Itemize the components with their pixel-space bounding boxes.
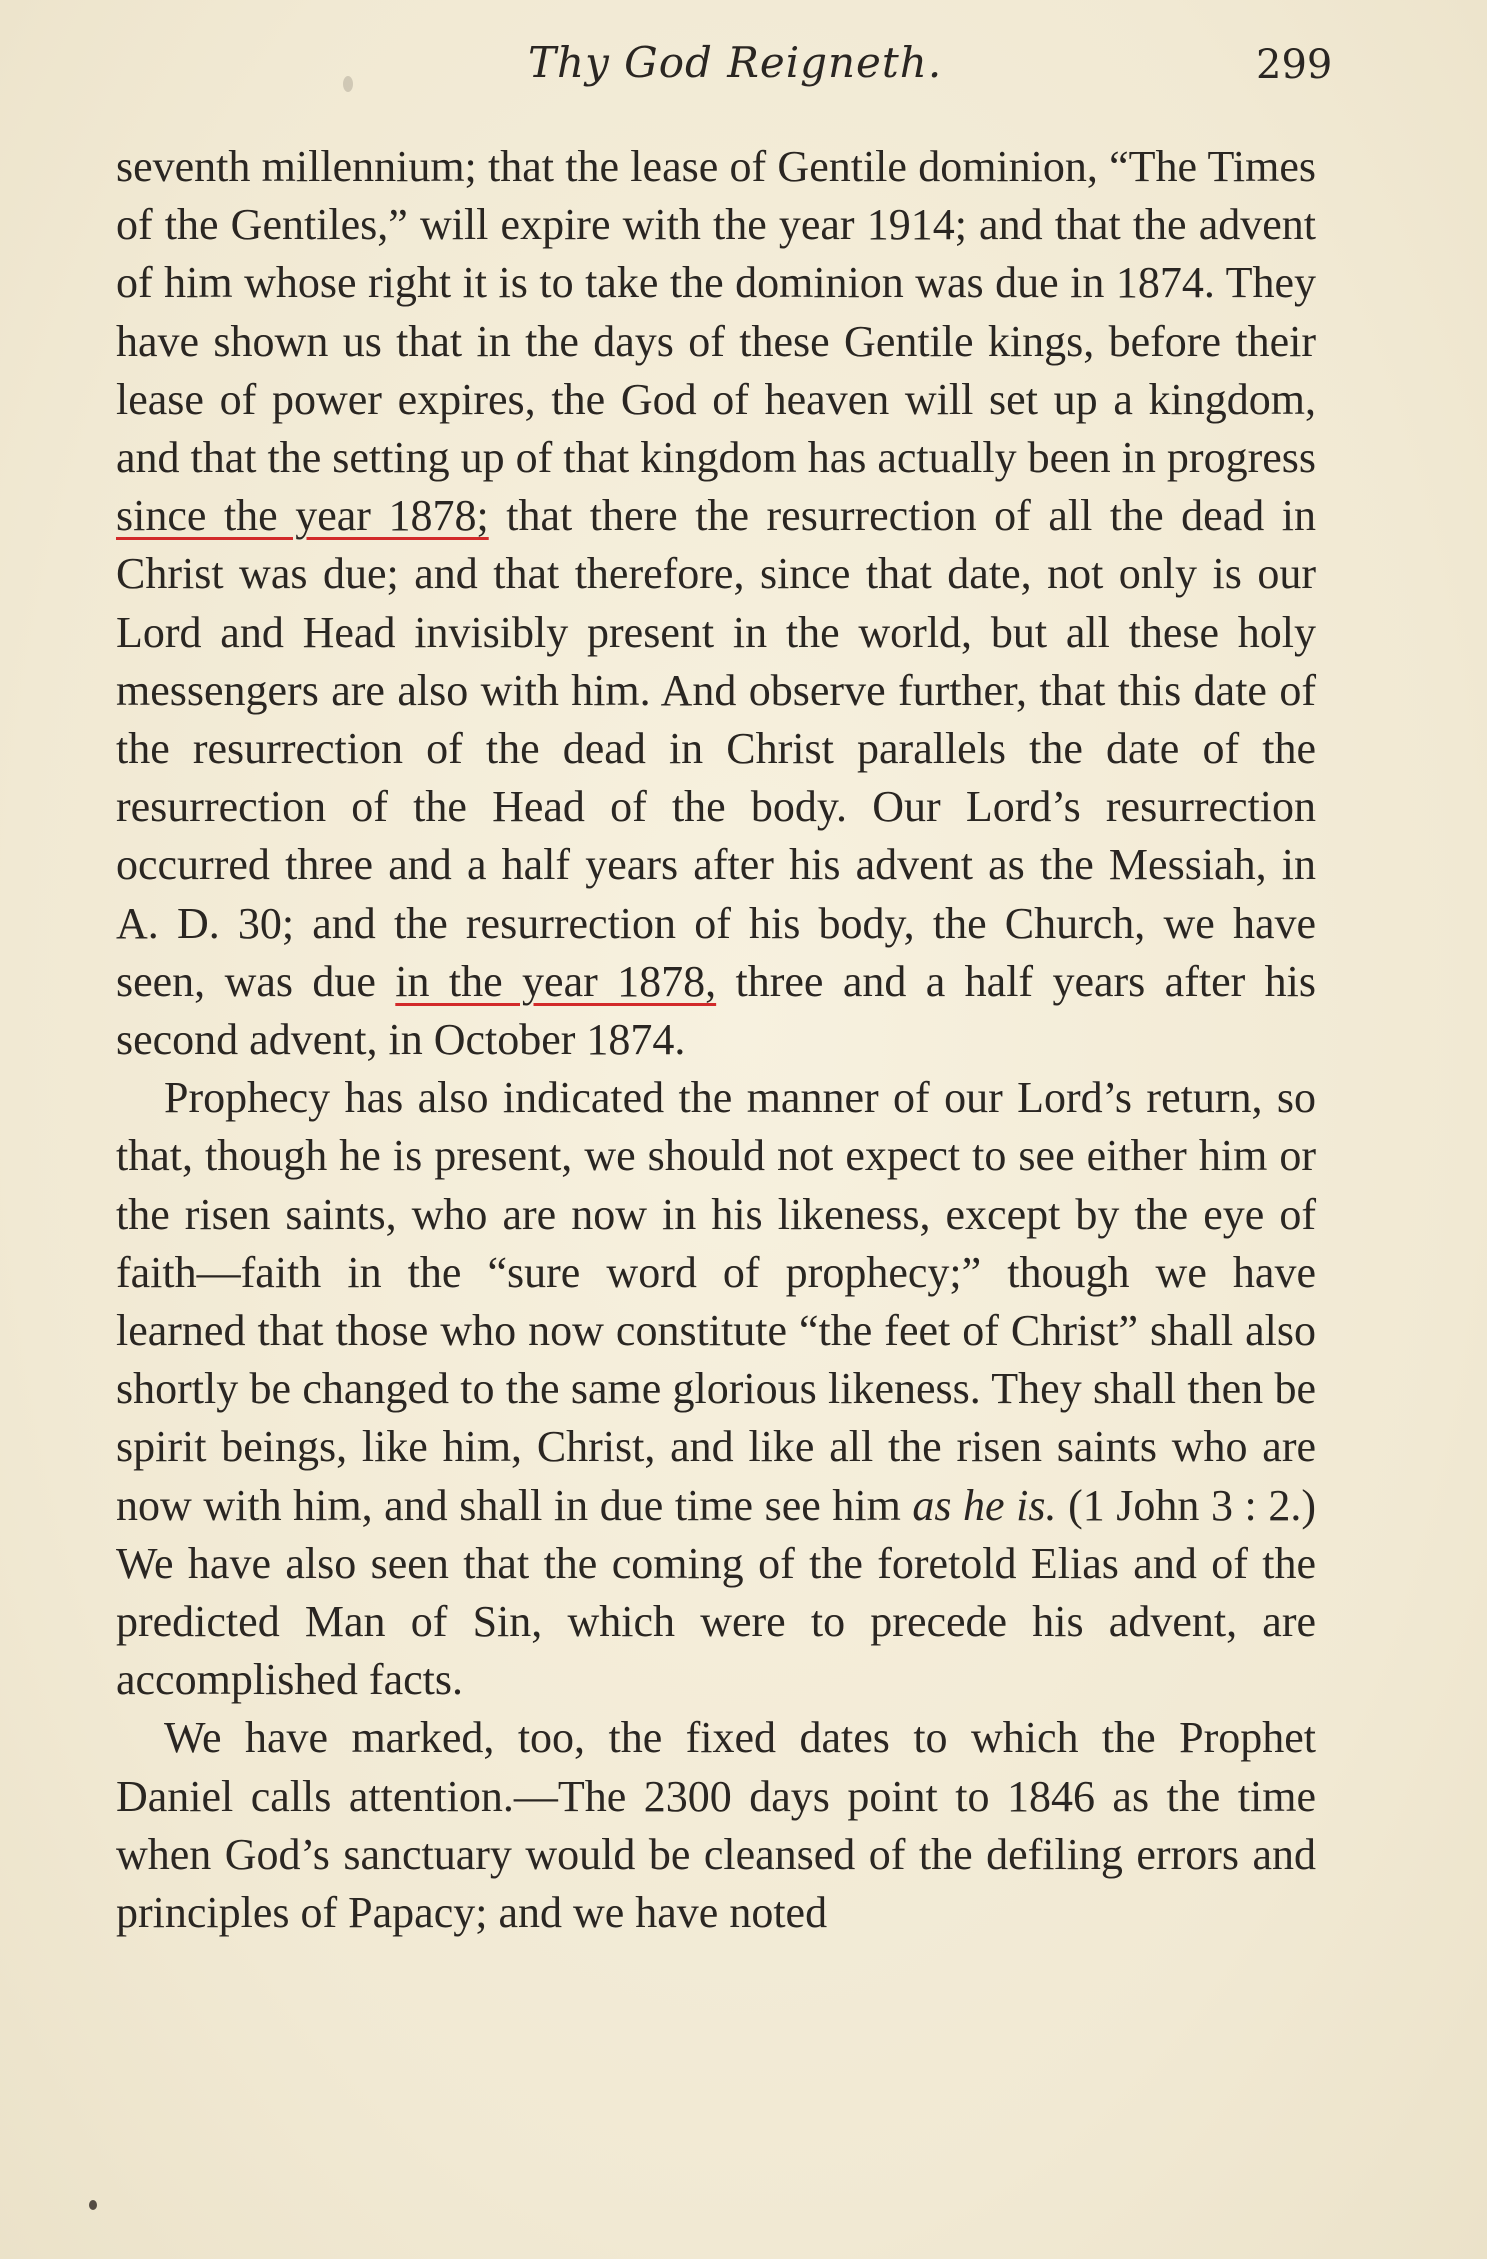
text-run: We have marked, too, the fixed dates to which the Prophet Daniel calls attention.—The 2300 days point to 1846 as the time when God’s sanctuary would be cleansed of the defiling errors and principles of Papacy; and we have noted — [116, 1713, 1316, 1938]
italic-text: as he is. — [912, 1480, 1057, 1530]
red-underlined-date: in the year 1878, — [395, 956, 717, 1006]
red-underlined-date: since the year 1878; — [116, 491, 489, 541]
paragraph — [116, 138, 1316, 1069]
paragraph — [116, 1069, 1316, 1709]
text-run: seventh millennium; that the lease of Gentile dominion, “The Times of the Gentiles,” will expire with the year 1914; and that the advent of him whose right it is to take the dominion was due in 1874. They have shown us that in the days of these Gentile kings, before their lease of power expires, the God of heaven will set up a kingdom, and that the setting up of that kingdom has actually been in progress — [116, 142, 1316, 483]
running-head — [0, 38, 1487, 108]
text-run: Prophecy has also indicated the manner of our Lord’s return, so that, though he is present, we should not expect to see either him or the risen saints, who are now in his likeness, except by the eye of faith—faith in the “sure word of prophecy;” though we have learned that those who now constitute “the feet of Christ” shall also shortly be changed to the same glorious likeness. They shall then be spirit beings, like him, Christ, and like all the risen saints who are now with him, and shall in due time see him — [116, 1073, 1316, 1530]
ink-dot — [89, 2200, 97, 2210]
paragraph — [116, 1709, 1316, 1942]
running-title: Thy God Reigneth. — [528, 38, 943, 87]
page-number: 299 — [1256, 42, 1333, 88]
body-text — [116, 138, 1316, 1942]
text-run: (1 John 3 : 2.) We have also seen that the coming of the foretold Elias and of the predicted Man of Sin, which were to precede his advent, are accomplished facts. — [116, 1480, 1316, 1705]
text-run: three and a half years after his second advent, in October 1874. — [116, 956, 1316, 1065]
text-run: that there the resurrection of all the dead in Christ was due; and that therefore, since that date, not only is our Lord and Head invisibly present in the world, but all these holy messengers are also with him. And observe further, that this date of the resurrection of the dead in Christ parallels the date of the resurrection of the Head of the body. Our Lord’s resurrection occurred three and a half years after his advent as the Messiah, in A. D. 30; and the resurrection of his body, the Church, we have seen, was due — [116, 491, 1316, 1006]
